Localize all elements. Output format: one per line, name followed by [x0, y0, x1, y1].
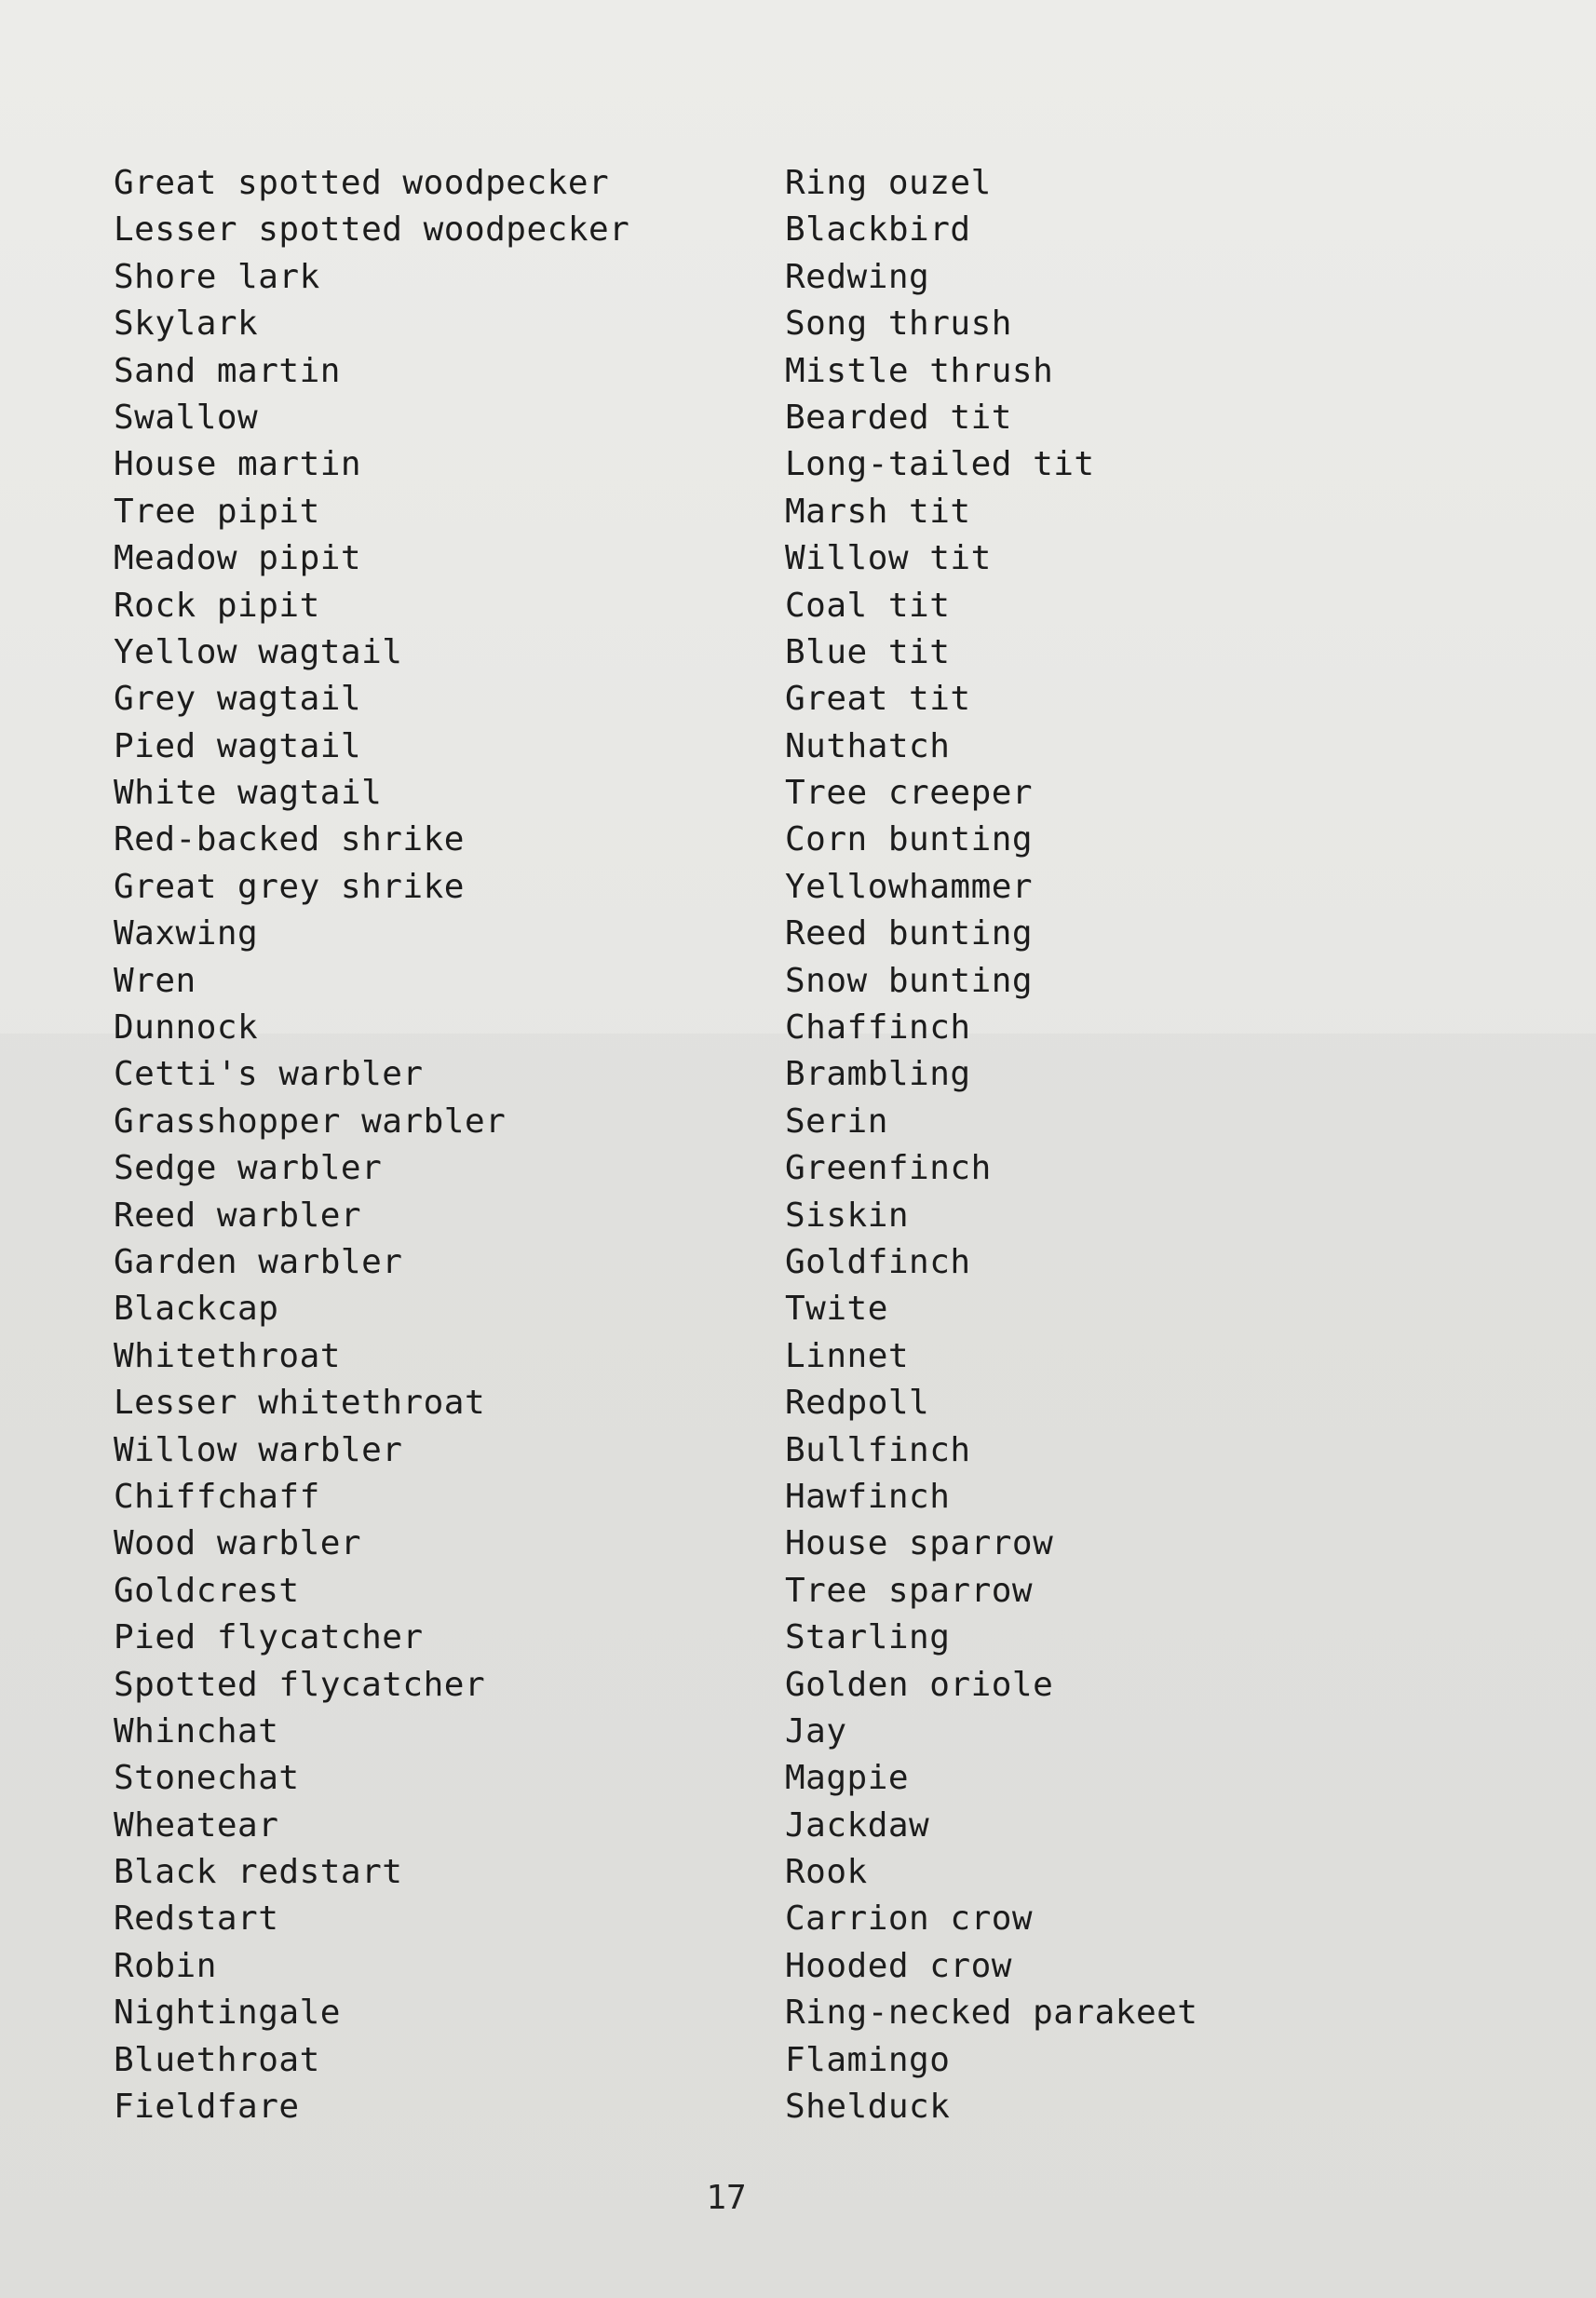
list-item: Shelduck	[785, 2088, 951, 2127]
list-item: Cetti's warbler	[114, 1055, 424, 1094]
list-item: Willow warbler	[114, 1430, 403, 1469]
list-item: Golden oriole	[785, 1665, 1054, 1704]
list-item: Great tit	[785, 680, 971, 719]
list-item: Tree pipit	[114, 492, 320, 531]
list-item: Pied wagtail	[114, 726, 362, 765]
list-item: Sand martin	[114, 351, 341, 390]
list-item: Starling	[785, 1618, 951, 1657]
list-item: Pied flycatcher	[114, 1618, 424, 1657]
list-item: Red-backed shrike	[114, 820, 465, 859]
list-item: Long-tailed tit	[785, 445, 1095, 484]
list-item: Blackcap	[114, 1290, 279, 1329]
list-item: Redpoll	[785, 1384, 930, 1423]
list-item: Reed warbler	[114, 1196, 362, 1235]
list-item: Tree sparrow	[785, 1571, 1034, 1610]
bird-list-left-column	[114, 160, 629, 2130]
list-item: Rock pipit	[114, 586, 320, 625]
list-item: Spotted flycatcher	[114, 1665, 486, 1704]
list-item: Greenfinch	[785, 1149, 992, 1188]
list-item: Meadow pipit	[114, 539, 362, 578]
list-item: Lesser whitethroat	[114, 1384, 486, 1423]
list-item: Reed bunting	[785, 914, 1034, 953]
list-item: Nightingale	[114, 1994, 341, 2033]
list-item: Yellowhammer	[785, 867, 1034, 906]
list-item: Carrion crow	[785, 1899, 1034, 1939]
list-item: Ring ouzel	[785, 164, 992, 202]
page-number: 17	[706, 2179, 747, 2217]
list-item: Redwing	[785, 257, 930, 296]
list-item: Magpie	[785, 1759, 910, 1798]
list-item: Fieldfare	[114, 2088, 300, 2127]
list-item: Linnet	[785, 1336, 910, 1375]
list-item: Rook	[785, 1853, 868, 1892]
list-item: Siskin	[785, 1196, 910, 1235]
list-item: Whitethroat	[114, 1336, 341, 1375]
list-item: Grey wagtail	[114, 680, 362, 719]
list-item: Wren	[114, 961, 196, 1000]
list-item: Yellow wagtail	[114, 632, 403, 671]
list-item: Wheatear	[114, 1805, 279, 1845]
list-item: Goldcrest	[114, 1571, 300, 1610]
list-item: Twite	[785, 1290, 888, 1329]
list-item: Nuthatch	[785, 726, 951, 765]
list-item: Skylark	[114, 304, 259, 344]
list-item: Bullfinch	[785, 1430, 971, 1469]
list-item: Dunnock	[114, 1008, 259, 1048]
list-item: Black redstart	[114, 1853, 403, 1892]
list-item: Flamingo	[785, 2040, 951, 2079]
list-item: Ring-necked parakeet	[785, 1994, 1198, 2033]
list-item: Robin	[114, 1946, 217, 1985]
list-item: Garden warbler	[114, 1242, 403, 1281]
list-item: Jay	[785, 1711, 847, 1751]
list-item: Snow bunting	[785, 961, 1034, 1000]
list-item: Jackdaw	[785, 1805, 930, 1845]
list-item: Hawfinch	[785, 1477, 951, 1516]
list-item: Grasshopper warbler	[114, 1102, 507, 1141]
list-item: White wagtail	[114, 774, 383, 813]
list-item: Wood warbler	[114, 1524, 362, 1563]
list-item: Blue tit	[785, 632, 951, 671]
list-item: Bluethroat	[114, 2040, 320, 2079]
list-item: Bearded tit	[785, 398, 1012, 437]
list-item: Waxwing	[114, 914, 259, 953]
list-item: Great grey shrike	[114, 867, 465, 906]
list-item: Redstart	[114, 1899, 279, 1939]
list-item: Chiffchaff	[114, 1477, 320, 1516]
list-item: Swallow	[114, 398, 259, 437]
list-item: Brambling	[785, 1055, 971, 1094]
list-item: Blackbird	[785, 210, 971, 250]
list-item: Willow tit	[785, 539, 992, 578]
list-item: Coal tit	[785, 586, 951, 625]
list-item: Mistle thrush	[785, 351, 1054, 390]
list-item: House martin	[114, 445, 362, 484]
list-item: Serin	[785, 1102, 888, 1141]
list-item: House sparrow	[785, 1524, 1054, 1563]
list-item: Tree creeper	[785, 774, 1034, 813]
list-item: Song thrush	[785, 304, 1012, 344]
list-item: Goldfinch	[785, 1242, 971, 1281]
list-item: Corn bunting	[785, 820, 1034, 859]
list-item: Hooded crow	[785, 1946, 1012, 1985]
list-item: Whinchat	[114, 1711, 279, 1751]
list-item: Chaffinch	[785, 1008, 971, 1048]
list-item: Sedge warbler	[114, 1149, 383, 1188]
list-item: Shore lark	[114, 257, 320, 296]
list-item: Marsh tit	[785, 492, 971, 531]
list-item: Stonechat	[114, 1759, 300, 1798]
bird-list-right-column	[785, 160, 1197, 2130]
list-item: Lesser spotted woodpecker	[114, 210, 630, 250]
list-item: Great spotted woodpecker	[114, 164, 610, 202]
